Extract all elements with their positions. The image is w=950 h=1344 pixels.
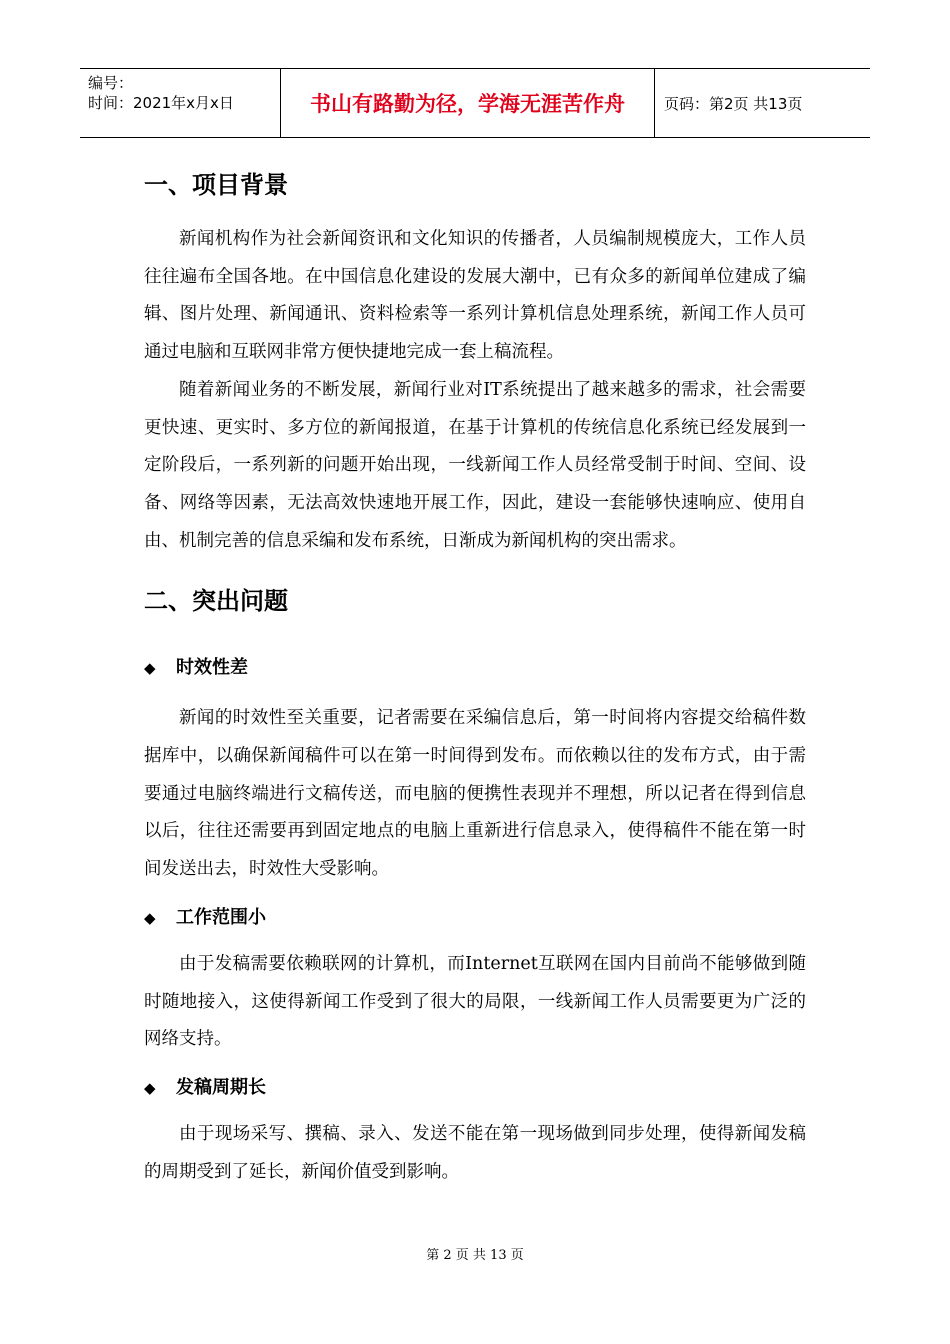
paragraph: 随着新闻业务的不断发展，新闻行业对IT系统提出了越来越多的需求，社会需要更快速、更实时、多方位的新闻报道，在基于计算机的传统信息化系统已经发展到一定阶段后，一系列新的问题开始出现，一线新闻工作人员经常受制于时间、空间、设备、网络等因素，无法高效快速地开展工作，因此，建设一套能够快速响应、使用自由、机制完善的信息采编和发布系统，日渐成为新闻机构的突出需求。 [144,379,806,551]
bullet-heading [144,645,806,691]
number-label: 编号： [88,74,134,92]
paragraph: 由于现场采写、撰稿、录入、发送不能在第一现场做到同步处理，使得新闻发稿的周期受到了延长，新闻价值受到影响。 [144,1123,806,1182]
document-body [144,160,806,1191]
diamond-bullet-icon: ◆ [144,659,156,678]
bullet-heading-text: 工作范围小 [176,906,266,928]
bullet-heading [144,1065,806,1111]
header-page-label: 页码：第2页 共13页 [664,94,803,113]
section-title: 一、项目背景 [144,171,288,199]
header-meta [80,69,281,137]
bullet-heading-text: 发稿周期长 [176,1076,266,1098]
paragraph: 由于发稿需要依赖联网的计算机，而Internet互联网在国内目前尚不能够做到随时随地接入，这使得新闻工作受到了很大的局限，一线新闻工作人员需要更为广泛的网络支持。 [144,953,806,1050]
page-footer: 第 2 页 共 13 页 [426,1248,524,1263]
bullet-heading [144,895,806,941]
section-title: 二、突出问题 [144,587,288,616]
header-motto: 书山有路勤为径，学海无涯苦作舟 [281,69,655,137]
bullet-heading-text: 时效性差 [176,657,248,679]
diamond-bullet-icon: ◆ [144,908,156,927]
diamond-bullet-icon: ◆ [144,1078,156,1097]
date-label: 时间：2021年x月x日 [88,94,234,112]
paragraph: 新闻的时效性至关重要，记者需要在采编信息后，第一时间将内容提交给稿件数据库中，以确保新闻稿件可以在第一时间得到发布。而依赖以往的发布方式，由于需要通过电脑终端进行文稿传送，而电脑的便携性表现并不理想，所以记者在得到信息以后，往往还需要再到固定地点的电脑上重新进行信息录入，使得稿件不能在第一时间发送出去，时效性大受影响。 [144,708,806,880]
page-header [80,68,870,138]
paragraph: 新闻机构作为社会新闻资讯和文化知识的传播者，人员编制规模庞大，工作人员往往遍布全国各地。在中国信息化建设的发展大潮中，已有众多的新闻单位建成了编辑、图片处理、新闻通讯、资料检索等一系列计算机信息处理系统，新闻工作人员可通过电脑和互联网非常方便快捷地完成一套上稿流程。 [144,229,806,363]
